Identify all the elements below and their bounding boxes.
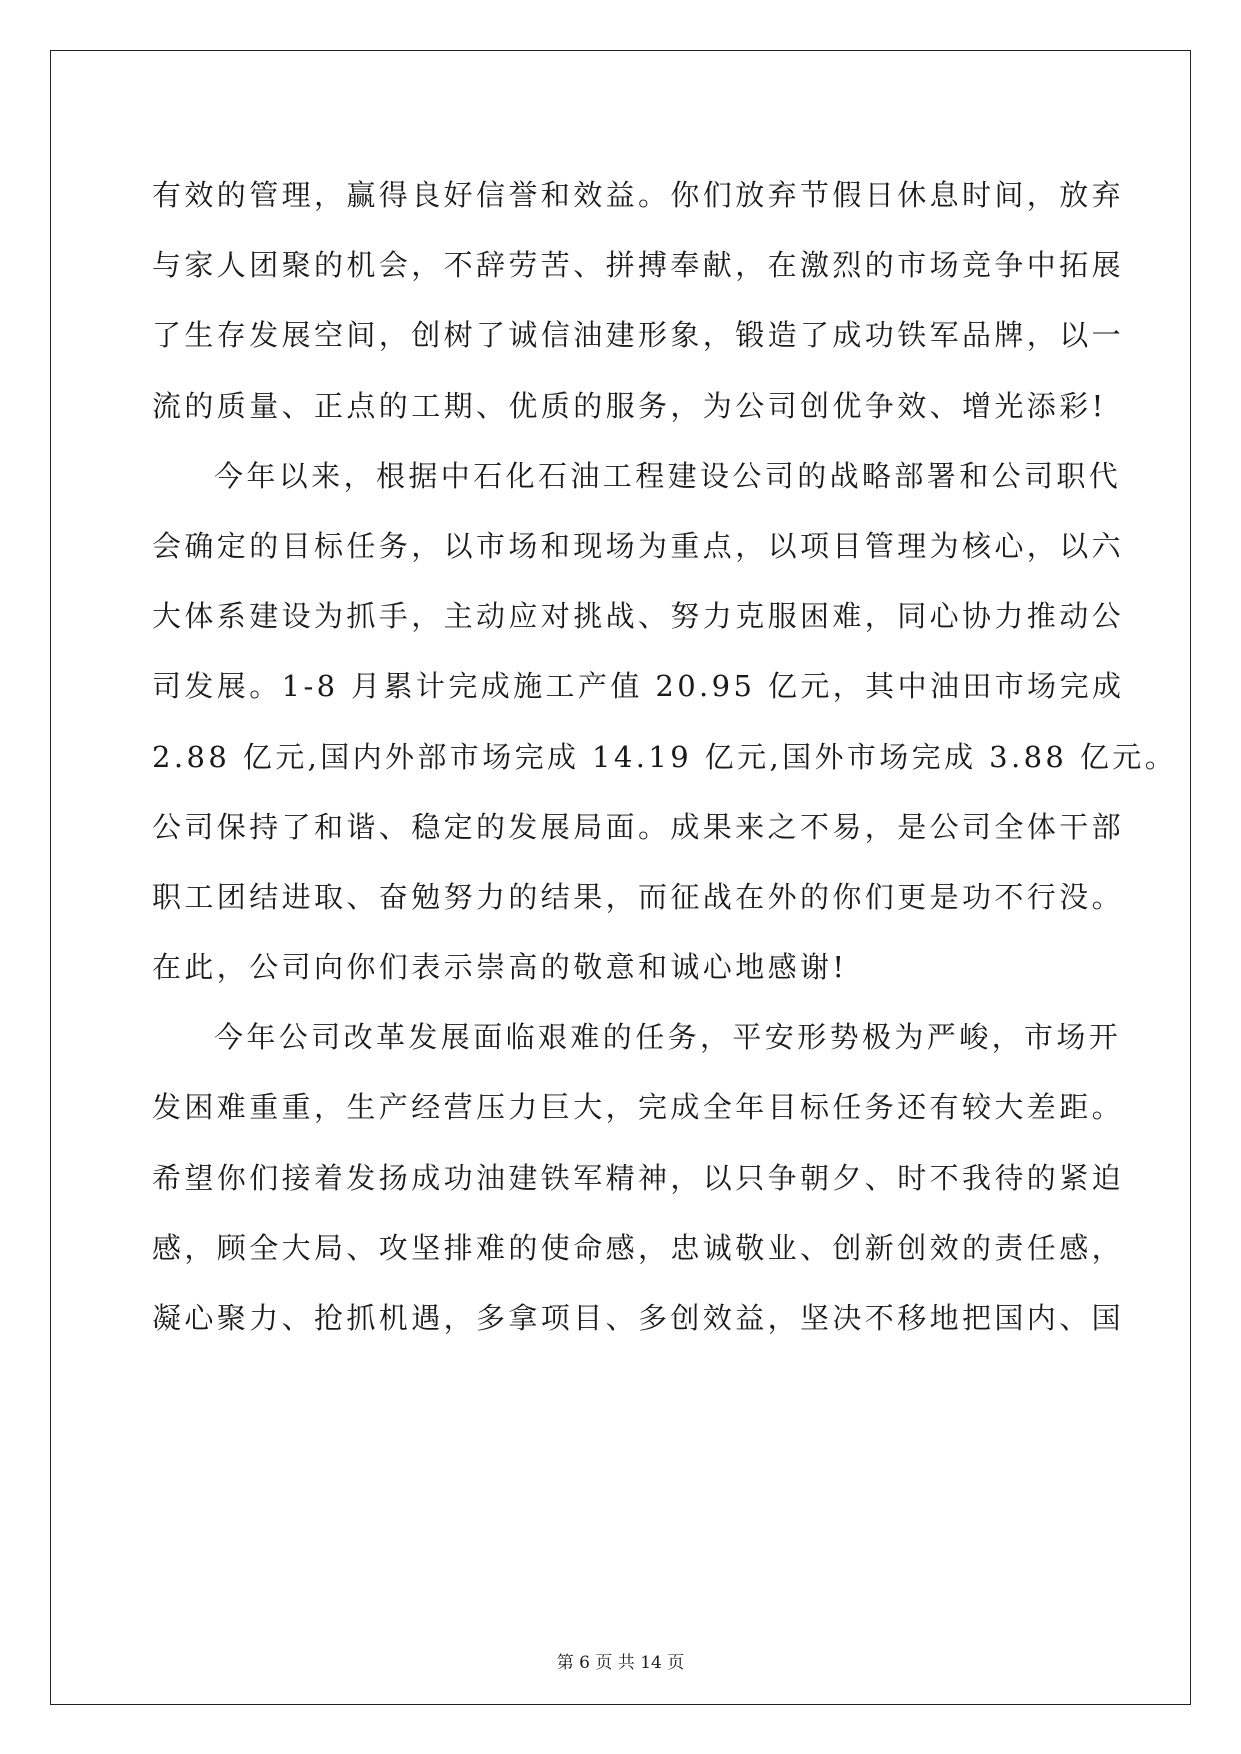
text-line: 司发展。1-8 月累计完成施工产值 20.95 亿元，其中油田市场完成 <box>152 669 1125 704</box>
text-line: 凝心聚力、抢抓机遇，多拿项目、多创效益，坚决不移地把国内、国 <box>152 1301 1125 1335</box>
text-line: 感，顾全大局、攻坚排难的使命感，忠诚敬业、创新创效的责任感， <box>152 1230 1125 1265</box>
paragraph-first-line: 今年公司改革发展面临艰难的任务，平安形势极为严峻，市场开 <box>214 1020 1122 1055</box>
text-line: 流的质量、正点的工期、优质的服务，为公司创优争效、增光添彩! <box>152 388 1107 423</box>
text-line: 职工团结进取、奋勉努力的结果，而征战在外的你们更是功不行没。 <box>152 879 1125 914</box>
page-footer: 第 6 页 共 14 页 <box>556 1653 685 1673</box>
text-line: 有效的管理，赢得良好信誉和效益。你们放弃节假日休息时间，放弃 <box>152 178 1125 212</box>
text-line: 2.88 亿元,国内外部市场完成 14.19 亿元,国外市场完成 3.88 亿元。 <box>152 739 1178 774</box>
text-line: 公司保持了和谐、稳定的发展局面。成果来之不易，是公司全体干部 <box>152 809 1125 844</box>
text-line: 会确定的目标任务，以市场和现场为重点，以项目管理为核心，以六 <box>152 528 1125 563</box>
text-line: 与家人团聚的机会，不辞劳苦、拼搏奉献，在激烈的市场竞争中拓展 <box>152 248 1125 283</box>
text-line: 在此，公司向你们表示崇高的敬意和诚心地感谢! <box>152 950 848 985</box>
document-body <box>152 160 1178 1353</box>
text-line: 了生存发展空间，创树了诚信油建形象，锻造了成功铁军品牌，以一 <box>152 318 1125 353</box>
text-line: 发困难重重，生产经营压力巨大，完成全年目标任务还有较大差距。 <box>152 1090 1125 1125</box>
paragraph-first-line: 今年以来，根据中石化石油工程建设公司的战略部署和公司职代 <box>214 458 1122 493</box>
text-line: 希望你们接着发扬成功油建铁军精神，以只争朝夕、时不我待的紧迫 <box>152 1160 1125 1195</box>
text-line: 大体系建设为抓手，主动应对挑战、努力克服困难，同心协力推动公 <box>152 599 1125 634</box>
